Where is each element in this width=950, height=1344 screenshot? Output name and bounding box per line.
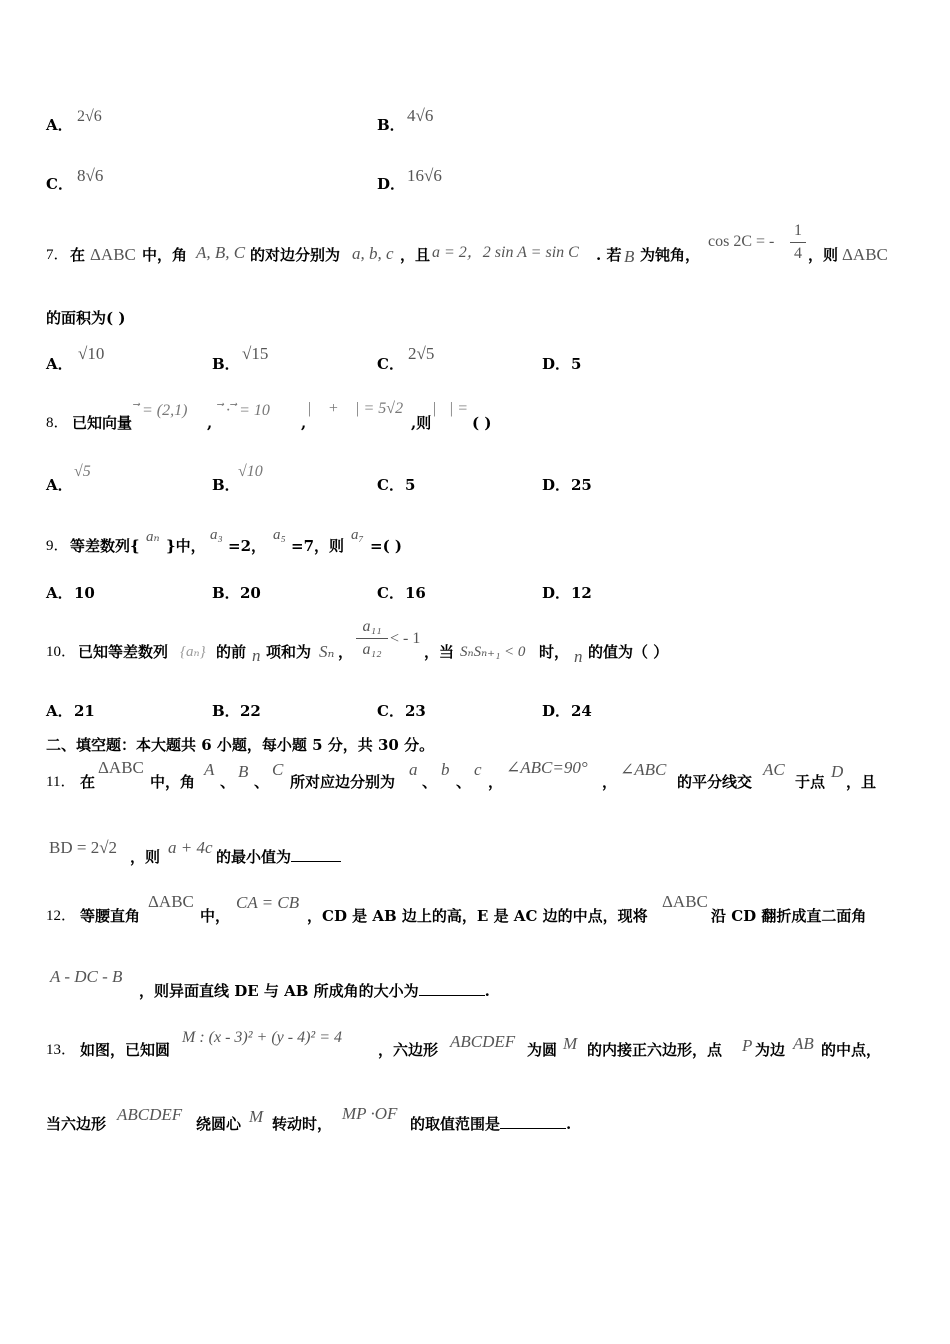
option-d-label: D． [542,476,571,494]
fraction-denominator: a₁₂ [362,641,382,658]
option-b-label: B． [212,476,240,494]
q11-math-sc: c [474,760,482,779]
option-b-value: 4√6 [407,106,434,125]
q10-text-3: 项和为 [266,643,312,661]
q11-math-a: A [204,760,215,779]
q7-text-5: . 若 [596,246,622,264]
q13-text-8: 绕圆心 [196,1115,242,1133]
q11-text-3: 所对应边分别为 [290,773,396,791]
question-number: 11． [46,774,76,790]
option-a-value: √10 [78,344,105,363]
q11-math-bd: BD = 2√2 [49,838,118,857]
q11-text-6: ，且 [846,773,877,791]
q13-math-p: P [742,1036,753,1055]
question-number: 12． [46,908,77,924]
option-c-label: C． [46,175,73,193]
q11-sep: 、 [456,773,472,791]
q11-math-sa: a [409,760,418,779]
q13-text-4: 的内接正六边形，点 [587,1041,723,1059]
q12-text-4: 沿 CD 翻折成直二面角 [711,907,867,925]
option-a-value: 10 [74,584,95,602]
q9-text-2: }中， [166,537,206,555]
option-a-label: A． [46,476,73,494]
q13-text-6: 的中点， [821,1041,882,1059]
option-d-label: D． [377,175,406,193]
option-b-value: √15 [242,344,269,363]
q11-math-angle: ∠ABC [620,760,667,779]
q12-math-equal: CA = CB [236,893,300,912]
q13-math-m: M [563,1034,578,1053]
q13-text-7: 当六边形 [46,1115,107,1133]
q12-text-5: ，则异面直线 DE 与 AB 所成角的大小为 . [139,982,490,1000]
q13-math-m2: M [249,1107,264,1126]
q13-text-10: 的取值范围是 . [410,1115,572,1133]
fraction-bar [356,638,388,639]
option-b-label: B． [377,116,405,134]
q11-math-right-angle: ∠ABC=90° [506,758,588,777]
option-c-value: 16 [405,584,426,602]
question-number: 8． [46,415,69,431]
q11-text-4: 的平分线交 [677,773,753,791]
q7-math-condition: a = 2，2 sin A = sin C [432,244,579,261]
q12-math-dihedral: A - DC - B [50,967,123,986]
q9-text-3: =2， [228,537,267,555]
option-c-value: 8√6 [77,166,104,185]
q13-math-hexagon: ABCDEF [450,1032,516,1051]
option-c-value: 5 [405,476,416,494]
q13-text-1: 如图，已知圆 [80,1041,171,1059]
q7-text-1: 在 [70,246,86,264]
q11-text-7: ，则 [130,848,161,866]
q11-sep: 、 [254,773,270,791]
q11-sep: 、 [220,773,236,791]
q13-text-5: 为边 [755,1041,786,1059]
q9-math-a7: a₇ [351,527,364,543]
q10-math-n2: n [574,647,583,666]
option-d-value: 25 [571,476,592,494]
question-number: 7． [46,247,69,263]
option-c-value: 2√5 [408,344,435,363]
q8-math-norm: |⃗ + ⃗| = 5√2 [307,400,404,417]
q7-math-angles: A, B, C [196,243,246,262]
q13-math-ab: AB [793,1034,814,1053]
q10-text-2: 的前 [216,643,247,661]
q10-text-7: 的值为（ ） [588,643,669,661]
q11-text-5: 于点 [795,773,826,791]
q12-text-3: ，CD 是 AB 边上的高，E 是 AC 边的中点，现将 [307,907,648,925]
option-b-value: 22 [240,702,261,720]
q12-math-triangle: ΔABC [148,892,194,911]
q9-math-an: aₙ [146,529,160,545]
q11-math-expr: a + 4c [168,838,213,857]
q13-text-2: ，六边形 [378,1041,439,1059]
option-a-value: 21 [74,702,95,720]
option-d-label: D． [542,355,571,373]
option-a-label: A． [46,702,73,720]
q7-text-3: 的对边分别为 [250,246,341,264]
q10-text-5: ，当 [424,643,455,661]
option-d-label: D． [542,702,571,720]
q7-text-line2: 的面积为( ) [46,309,126,327]
q9-text-4: =7，则 [291,537,345,555]
option-d-value: 16√6 [407,166,442,185]
q8-text-1: 已知向量 [72,414,133,432]
option-a-label: A． [46,584,73,602]
option-a-label: A． [46,116,73,134]
option-a-value: 2√6 [77,108,102,125]
q10-text-4: ， [338,643,354,661]
option-d-label: D． [542,584,571,602]
option-c-label: C． [377,702,404,720]
q11-sep: ， [602,773,618,791]
q7-math-triangle-2: ΔABC [842,245,888,264]
q11-math-c: C [272,760,284,779]
q9-text-5: =( ) [370,537,402,555]
q10-math-prod: SₙSₙ₊₁ < 0 [460,644,526,660]
option-b-label: B． [212,702,240,720]
option-b-label: B． [212,584,240,602]
answer-blank[interactable] [291,847,341,862]
q11-math-sb: b [441,760,450,779]
q8-math-dot: ⃗ · ⃗ = 10 [222,402,270,419]
q12-text-1: 等腰直角 [80,907,141,925]
q10-math-n: n [252,646,261,665]
q10-fraction [356,618,388,659]
option-c-label: C． [377,355,404,373]
q11-text-2: 中，角 [150,773,196,791]
option-c-label: C． [377,476,404,494]
q12-math-triangle-2: ΔABC [662,892,708,911]
q13-text-9: 转动时， [272,1115,333,1133]
fraction-numerator: a₁₁ [362,618,382,635]
q11-math-ac: AC [763,760,785,779]
q7-text-6: 为钝角， [640,246,701,264]
q7-text-4: ，且 [400,246,431,264]
q7-text-2: 中，角 [142,246,188,264]
q7-fraction [790,222,806,263]
q13-math-hexagon-2: ABCDEF [117,1105,183,1124]
option-b-label: B． [212,355,240,373]
q7-math-sides: a, b, c [352,244,394,263]
q11-sep: 、 [422,773,438,791]
q11-math-triangle: ΔABC [98,758,144,777]
q8-math-result: |⃗| = [432,400,469,417]
q8-text-2: ,则 [411,414,432,432]
section-heading: 二、填空题：本大题共 6 小题，每小题 5 分，共 30 分。 [46,736,435,754]
option-b-value: √10 [238,463,263,480]
q11-math-d: D [831,762,844,781]
q7-math-triangle: ΔABC [90,245,136,264]
q10-text-6: 时， [539,643,570,661]
q10-math-seq: {aₙ} [180,644,206,660]
q9-math-a3: a₃ [210,527,223,543]
q13-text-3: 为圆 [527,1041,558,1059]
q11-text-8: 的最小值为 [216,847,341,867]
answer-blank[interactable] [500,1114,566,1129]
q10-math-ineq: < - 1 [390,630,421,647]
q13-math-dot: MP ·OF [342,1104,398,1123]
fraction-denominator: 4 [794,245,802,262]
q10-math-sn: Sₙ [319,642,335,661]
q7-math-cos: cos 2C = - [708,233,775,250]
question-number: 10． [46,644,77,660]
option-d-value: 24 [571,702,592,720]
option-c-label: C． [377,584,404,602]
q11-text-1: 在 [80,773,96,791]
option-a-value: √5 [74,463,91,480]
q8-text-3: ( ) [472,414,492,432]
q9-text-1: 等差数列{ [70,537,140,555]
q12-text-2: 中， [200,907,231,925]
q10-text-1: 已知等差数列 [78,643,169,661]
q11-sep: ， [488,773,504,791]
q11-math-b: B [238,762,249,781]
q9-math-a5: a₅ [273,527,286,543]
q7-text-7: ，则 [808,246,839,264]
option-d-value: 5 [571,355,582,373]
option-d-value: 12 [571,584,592,602]
fraction-numerator: 1 [794,222,802,239]
fraction-bar [790,242,806,243]
q7-math-b: B [624,247,635,266]
question-number: 13． [46,1042,77,1058]
question-number: 9． [46,538,69,554]
option-c-value: 23 [405,702,426,720]
q13-math-circle: M : (x - 3)² + (y - 4)² = 4 [182,1029,343,1046]
option-a-label: A． [46,355,73,373]
option-b-value: 20 [240,584,261,602]
answer-blank[interactable] [419,981,485,996]
q8-math-vector-a: ⃗ = (2,1) [138,402,188,419]
